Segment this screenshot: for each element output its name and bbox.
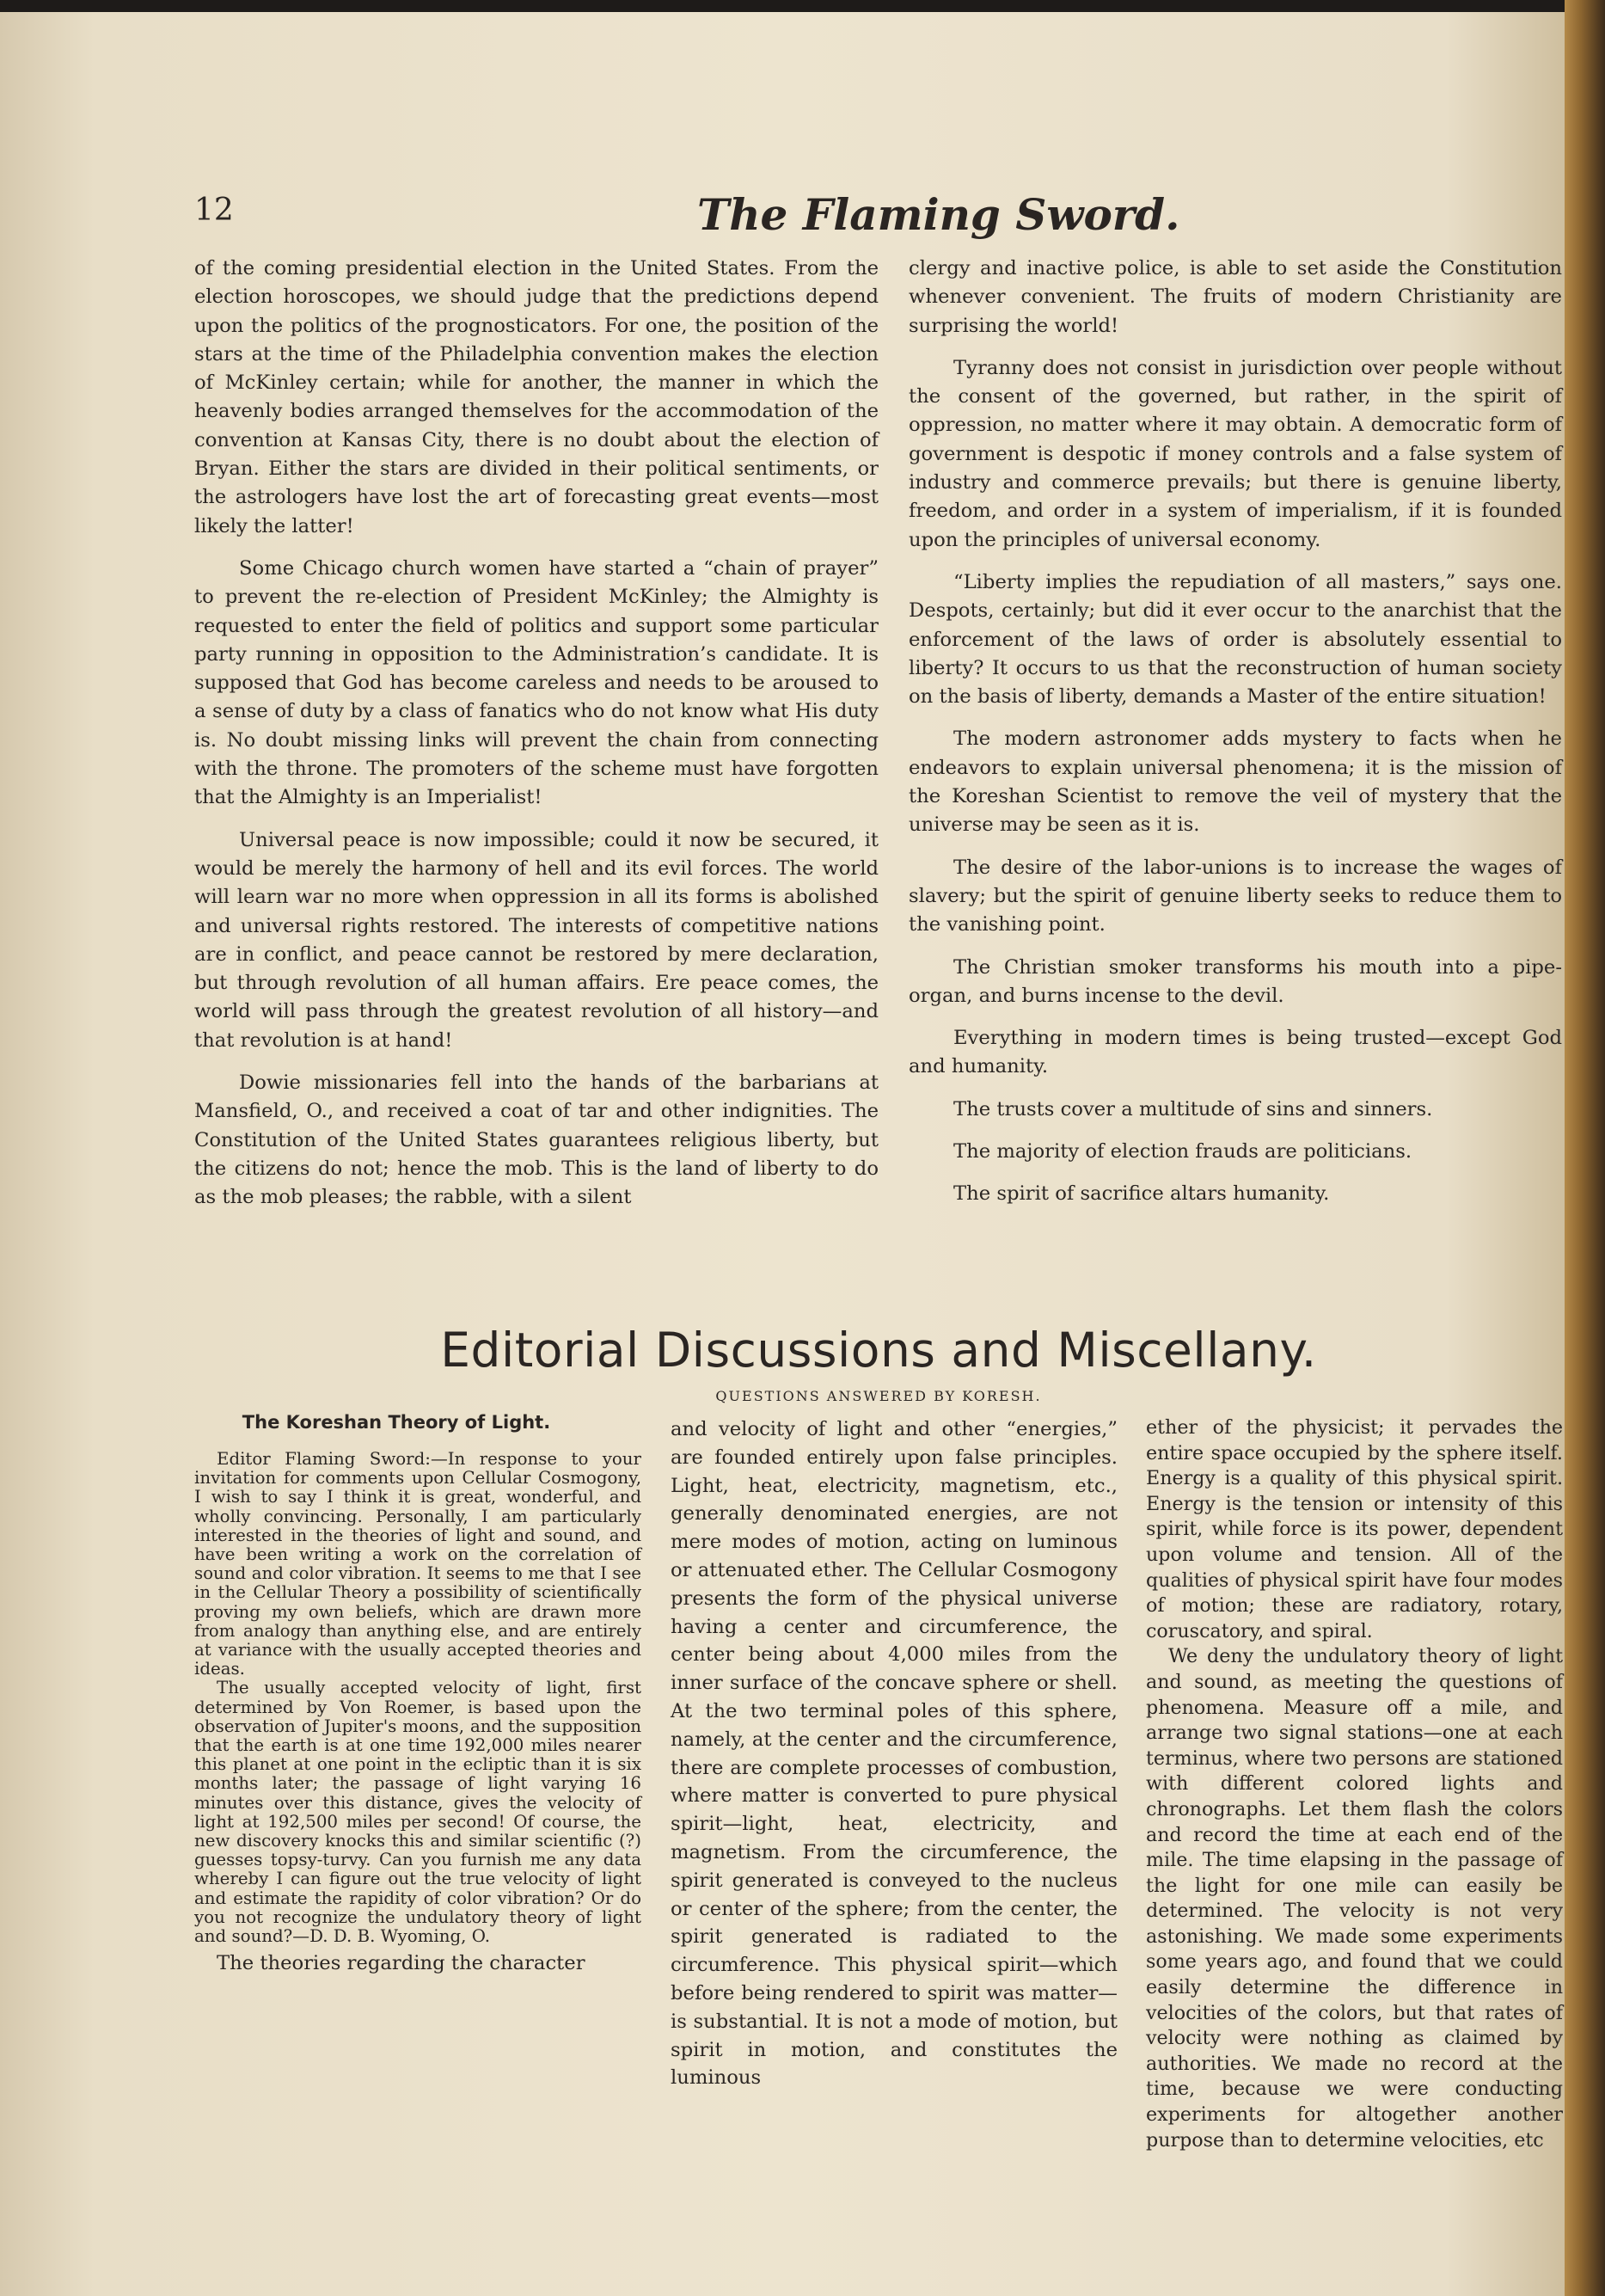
paragraph: Universal peace is now impossible; could it now be secured, it would be merely the harmony of hell and its evil forces. The world will learn war no more when oppression in all its forms is abolished and universal rights restored. The interests of competitive nations are in conflict, and peace cannot be restored by mere declaration, but through revolution of all human affairs. Ere peace comes, the world will pass through the greatest revolution of all history—and that revolution is at hand!	[194, 828, 879, 1052]
paragraph: of the coming presidential election in the United States. From the election horoscopes, we should judge that the predictions depend upon the politics of the prognosticators. For one, the position of the stars at the time of the Philadelphia convention makes the election of McKinley certain; while for another, the manner in which the heavenly bodies arranged themselves for the accommodation of the convention at Kansas City, there is no doubt about the election of Bryan. Either the stars are divided in their political sentiments, or the astrologers have lost the art of forecasting great events—most likely the latter!	[194, 257, 879, 537]
letter-paragraph: The usually accepted velocity of light, first determined by Von Roemer, is based upon the observation of Jupiter's moons, and the supposition that the earth is at one time 192,000 miles nearer this planet at one point in the ecliptic than it is six months later; the passage of light varying 16 minutes over this distance, gives the velocity of light at 192,500 miles per second! Of course, the new discovery knocks this and similar scientific (?) guesses topsy-turvy. Can you furnish me any data whereby I can figure out the true velocity of light and estimate the rapidity of color vibration? Or do you not recognize the undulatory theory of light and sound?—D. D. B. Wyoming, O.	[194, 1678, 641, 1947]
letter-column	[194, 1450, 641, 1978]
answer-right-column	[1146, 1415, 1563, 2153]
paragraph: The modern astronomer adds mystery to facts when he endeavors to explain universal phenomena; it is the mission of the Koreshan Scientist to remove the veil of mystery that the universe may be seen as it is.	[909, 727, 1562, 837]
book-spine-edge	[1565, 0, 1605, 2296]
scan-top-edge	[0, 0, 1571, 12]
letter-title: The Koreshan Theory of Light.	[242, 1412, 551, 1433]
running-title: The Flaming Sword.	[697, 189, 1180, 240]
paragraph: ether of the physicist; it pervades the entire space occupied by the sphere itself. Energy is a quality of this physical spirit. Energy is the tension or intensity of this spirit, while force is its power, dependent upon volume and tension. All of the qualities of physical spirit have four modes of motion; these are radiatory, rotary, coruscatory, and spiral.	[1146, 1416, 1563, 1642]
paragraph: The Christian smoker transforms his mouth into a pipe-organ, and burns incense to the devil.	[909, 955, 1562, 1007]
right-column	[909, 255, 1562, 1223]
paragraph: Everything in modern times is being trusted—except God and humanity.	[909, 1027, 1562, 1078]
paragraph: Dowie missionaries fell into the hands of the barbarians at Mansfield, O., and received a coat of tar and other indignities. The Constitution of the United States guarantees religious liberty, but the citizens do not; hence the mob. This is the land of liberty to do as the mob pleases; the rabble, with a silent	[194, 1071, 879, 1209]
page-header	[194, 189, 1563, 249]
paragraph: The trusts cover a multitude of sins and sinners.	[953, 1097, 1433, 1120]
answer-middle-column	[671, 1415, 1118, 2092]
answer-start: The theories regarding the character	[217, 1952, 585, 1975]
page-number: 12	[194, 193, 234, 228]
paragraph: The majority of election frauds are politicians.	[953, 1140, 1412, 1163]
paragraph: We deny the undulatory theory of light and sound, as meeting the questions of phenomena. Measure off a mile, and arrange two signal stations—one at each terminus, where two persons are stationed with different colored lights and chronographs. Let them flash the colors and record the time at each end of the mile. The time elapsing in the passage of the light for one mile can easily be determined. The velocity is not very astonishing. We made some experiments some years ago, and found that we could easily determine the difference in velocities of the colors, but that rates of velocity were nothing as claimed by authorities. We made no record at the time, because we were conducting experiments for altogether another purpose than to determine velocities, etc	[1146, 1645, 1563, 2152]
paragraph: and velocity of light and other “energies,” are founded entirely upon false principles. Light, heat, electricity, magnetism, etc., generally denominated energies, are not mere modes of motion, acting on luminous or attenuated ether. The Cellular Cosmogony presents the form of the physical universe having a center and circumference, the center being about 4,000 miles from the inner surface of the concave sphere or shell. At the two terminal poles of this sphere, namely, at the center and the circumference, there are complete processes of combustion, where matter is converted to pure physical spirit—light, heat, electricity, and magnetism. From the circumference, the spirit generated is conveyed to the nucleus or center of the sphere; from the center, the spirit generated is radiated to the circumference. This physical spirit—which before being rendered to spirit was matter—is substantial. It is not a mode of motion, but spirit in motion, and constitutes the luminous	[671, 1418, 1118, 2090]
section-title: Editorial Discussions and Miscellany.	[440, 1323, 1317, 1378]
paragraph: Some Chicago church women have started a “chain of prayer” to prevent the re-election of President McKinley; the Almighty is requested to enter the field of politics and support some particular party running in opposition to the Administration’s candidate. It is supposed that God has become careless and needs to be aroused to a sense of duty by a class of fanatics who do not know what His duty is. No doubt missing links will prevent the chain from connecting with the throne. The promoters of the scheme must have forgotten that the Almighty is an Imperialist!	[194, 556, 879, 809]
left-column	[194, 255, 879, 1226]
paragraph: clergy and inactive police, is able to set aside the Constitution whenever convenient. The fruits of modern Christianity are surprising the world!	[909, 257, 1562, 337]
paragraph: Tyranny does not consist in jurisdiction over people without the consent of the governed, but rather, in the spirit of oppression, no matter where it may obtain. A democratic form of government is despotic if money controls and a false system of industry and commerce prevails; but there is genuine liberty, freedom, and order in a system of imperialism, if it is founded upon the principles of universal economy.	[909, 356, 1562, 551]
letter-paragraph: Editor Flaming Sword:—In response to your invitation for comments upon Cellular Cosmogony, I wish to say I think it is great, wonderful, and wholly convincing. Personally, I am particularly interested in the theories of light and sound, and have been writing a work on the correlation of sound and color vibration. It seems to me that I see in the Cellular Theory a possibility of scientifically proving my own beliefs, which are drawn more from analogy than anything else, and are entirely at variance with the usually accepted theories and ideas.	[194, 1449, 641, 1679]
paragraph: The spirit of sacrifice altars humanity.	[953, 1182, 1330, 1206]
paragraph: The desire of the labor-unions is to increase the wages of slavery; but the spirit of genuine liberty seeks to reduce them to the vanishing point.	[909, 856, 1562, 936]
section-subtitle: QUESTIONS ANSWERED BY KORESH.	[715, 1388, 1042, 1404]
paragraph: “Liberty implies the repudiation of all masters,” says one. Despots, certainly; but did it ever occur to the anarchist that the enforcement of the laws of order is absolutely essential to liberty? It occurs to us that the reconstruction of human society on the basis of liberty, demands a Master of the entire situation!	[909, 570, 1562, 709]
